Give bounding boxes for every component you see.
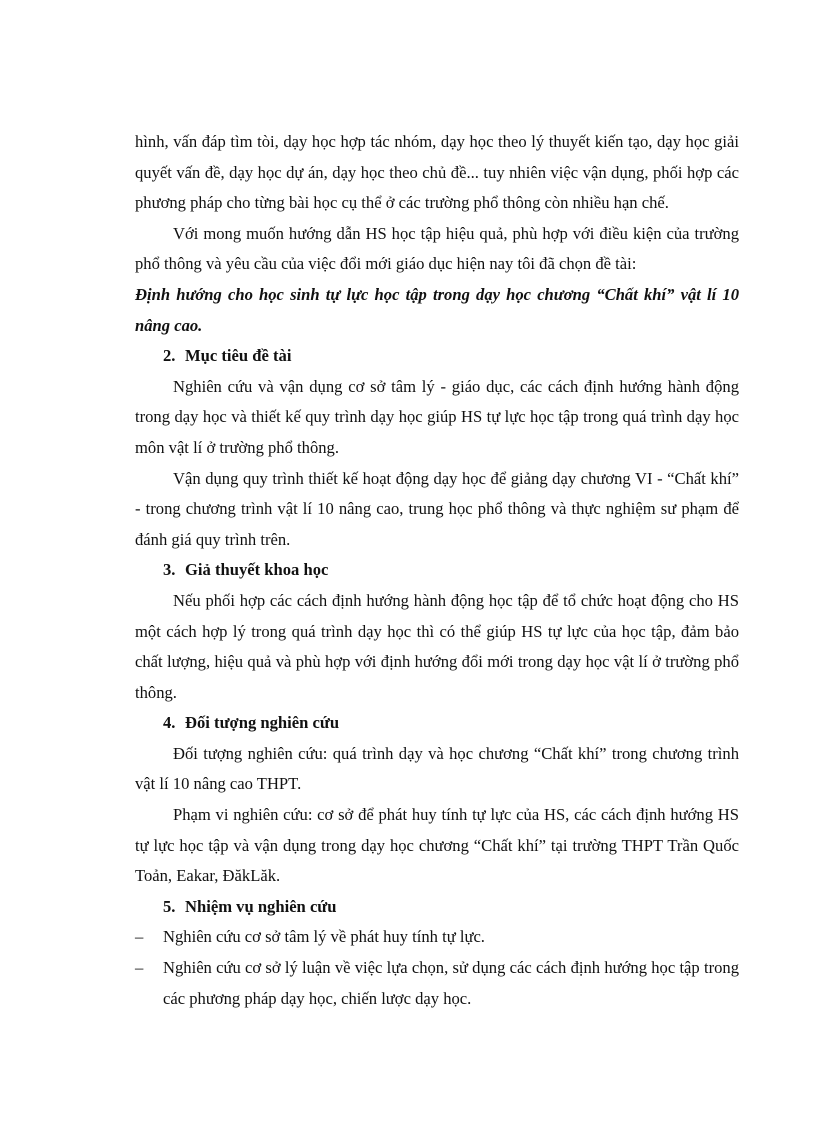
section-paragraph: Nếu phối hợp các cách định hướng hành động học tập để tổ chức hoạt động cho HS một cách hợp lý trong quá trình dạy học thì có thể giúp HS tự lực của học tập, đảm bảo chất lượng, hiệu quả và phù hợp với định hướng đổi mới trong dạy học vật lí ở trường phổ thông. xyxy=(135,590,739,702)
section-objectives xyxy=(135,341,739,555)
task-list xyxy=(135,922,739,1014)
section-research-tasks xyxy=(135,892,739,1014)
section-title: Giả thuyết khoa học xyxy=(185,560,329,580)
dash-marker: – xyxy=(135,958,144,978)
section-paragraph: Phạm vi nghiên cứu: cơ sở để phát huy tính tự lực của HS, các cách định hướng HS tự lực học tập và vận dụng trong dạy học chương “Chất khí” tại trường THPT Trần Quốc Toản, Eakar, ĐăkLăk. xyxy=(135,805,739,886)
section-heading xyxy=(135,341,739,372)
section-heading xyxy=(135,555,739,586)
section-number: 3. xyxy=(163,560,176,580)
section-number: 4. xyxy=(163,713,176,733)
document-body xyxy=(135,127,739,1014)
motivation-paragraph: Với mong muốn hướng dẫn HS học tập hiệu quả, phù hợp với điều kiện của trường phổ thông và yêu cầu của việc đổi mới giáo dục hiện nay tôi đã chọn đề tài: xyxy=(135,223,739,274)
section-title: Mục tiêu đề tài xyxy=(185,346,292,366)
section-title: Đối tượng nghiên cứu xyxy=(185,713,340,733)
section-hypothesis xyxy=(135,555,739,708)
list-item-text: Nghiên cứu cơ sở lý luận về việc lựa chọn, sử dụng các cách định hướng học tập trong các phương pháp dạy học, chiến lược dạy học. xyxy=(163,958,739,1008)
intro-paragraph: hình, vấn đáp tìm tòi, dạy học hợp tác nhóm, dạy học theo lý thuyết kiến tạo, dạy học giải quyết vấn đề, dạy học dự án, dạy học theo chủ đề... tuy nhiên việc vận dụng, phối hợp các phương pháp cho từng bài học cụ thể ở các trường phổ thông còn nhiều hạn chế. xyxy=(135,132,739,213)
topic-title: Định hướng cho học sinh tự lực học tập trong dạy học chương “Chất khí” vật lí 10 nâng cao. xyxy=(135,284,739,335)
section-number: 5. xyxy=(163,896,176,916)
list-item xyxy=(135,922,739,953)
list-item xyxy=(135,953,739,1014)
section-paragraph: Nghiên cứu và vận dụng cơ sở tâm lý - giáo dục, các cách định hướng hành động trong dạy học và thiết kế quy trình dạy học giúp HS tự lực học tập trong quá trình dạy học môn vật lí ở trường phổ thông. xyxy=(135,376,739,457)
section-heading xyxy=(135,892,739,923)
section-paragraph: Vận dụng quy trình thiết kế hoạt động dạy học để giảng dạy chương VI - “Chất khí” - trong chương trình vật lí 10 nâng cao, trung học phổ thông và thực nghiệm sư phạm để đánh giá quy trình trên. xyxy=(135,468,739,549)
section-number: 2. xyxy=(163,346,176,366)
section-research-subject xyxy=(135,708,739,892)
list-item-text: Nghiên cứu cơ sở tâm lý về phát huy tính tự lực. xyxy=(163,927,485,947)
section-paragraph: Đối tượng nghiên cứu: quá trình dạy và học chương “Chất khí” trong chương trình vật lí 10 nâng cao THPT. xyxy=(135,743,739,794)
dash-marker: – xyxy=(135,927,144,947)
section-heading xyxy=(135,708,739,739)
section-title: Nhiệm vụ nghiên cứu xyxy=(185,896,337,916)
